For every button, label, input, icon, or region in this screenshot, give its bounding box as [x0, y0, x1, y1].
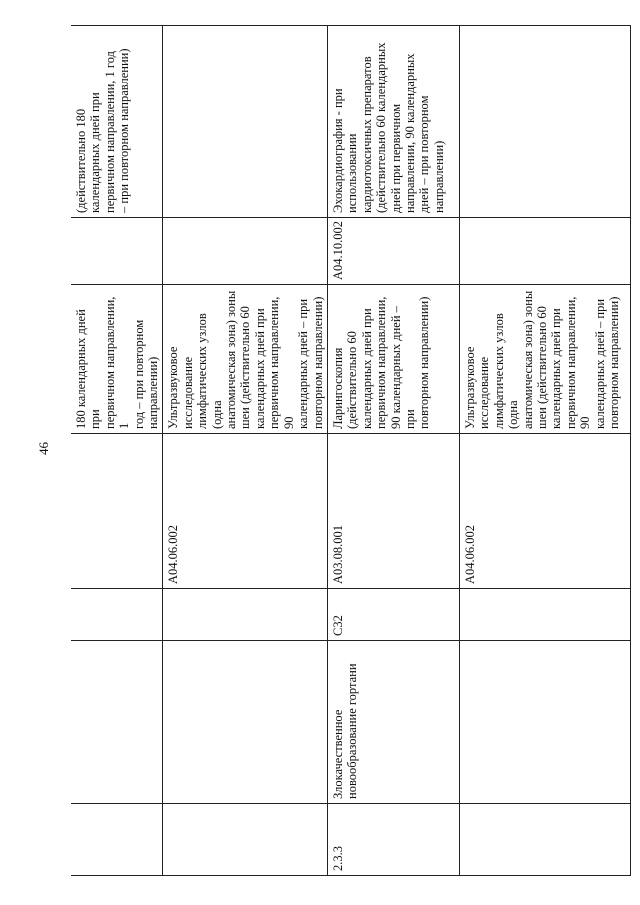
- extra-service-name-cell: Эхокардиография - при использовании кардиотоксичных препаратов (действительно 60 календарных дней при первичном направлении, 90 календарных дней – при повторном направлении): [327, 26, 459, 218]
- extra-service-code-cell: [71, 218, 163, 285]
- service-code-cell: [71, 434, 163, 589]
- service-code-cell: A04.06.002: [459, 434, 630, 589]
- diagnosis-name-cell: [163, 641, 327, 804]
- icd-code-cell: C32: [327, 589, 459, 641]
- table-container: [71, 26, 621, 876]
- diagnosis-name-cell: [71, 641, 163, 804]
- service-name-cell: 180 календарных дней при первичном направлении, 1 год – при повторном направлении): [71, 285, 163, 434]
- table-row: [327, 26, 459, 876]
- extra-service-name-cell: (действительно 180 календарных дней при первичном направлении, 1 год – при повторном направлении): [71, 26, 163, 218]
- service-name-cell: Ларингоскопия (действительно 60 календарных дней при первичном направлении, 90 календарных дней – при повторном направлении): [327, 285, 459, 434]
- icd-code-cell: [163, 589, 327, 641]
- diagnosis-name-cell: Злокачественное новообразование гортани: [327, 641, 459, 804]
- extra-service-name-cell: [163, 26, 327, 218]
- extra-service-name-cell: [459, 26, 630, 218]
- section-number-cell: [71, 804, 163, 876]
- icd-code-cell: [71, 589, 163, 641]
- extra-service-code-cell: A04.10.002: [327, 218, 459, 285]
- clinical-table: [71, 25, 631, 876]
- extra-service-code-cell: [459, 218, 630, 285]
- service-code-cell: A03.08.001: [327, 434, 459, 589]
- page-number: 46: [36, 442, 51, 455]
- icd-code-cell: [459, 589, 630, 641]
- table-row: [163, 26, 327, 876]
- diagnosis-name-cell: [459, 641, 630, 804]
- service-code-cell: A04.06.002: [163, 434, 327, 589]
- section-number-cell: [459, 804, 630, 876]
- table-row: [71, 26, 163, 876]
- table-row: [459, 26, 630, 876]
- service-name-cell: Ультразвуковое исследование лимфатических узлов (одна анатомическая зона) зоны шеи (действительно 60 календарных дней при первичном направлении, 90 календарных дней – при повторном направлении): [459, 285, 630, 434]
- service-name-cell: Ультразвуковое исследование лимфатических узлов (одна анатомическая зона) зоны шеи (действительно 60 календарных дней при первичном направлении, 90 календарных дней – при повторном направлении): [163, 285, 327, 434]
- section-number-cell: 2.3.3: [327, 804, 459, 876]
- section-number-cell: [163, 804, 327, 876]
- extra-service-code-cell: [163, 218, 327, 285]
